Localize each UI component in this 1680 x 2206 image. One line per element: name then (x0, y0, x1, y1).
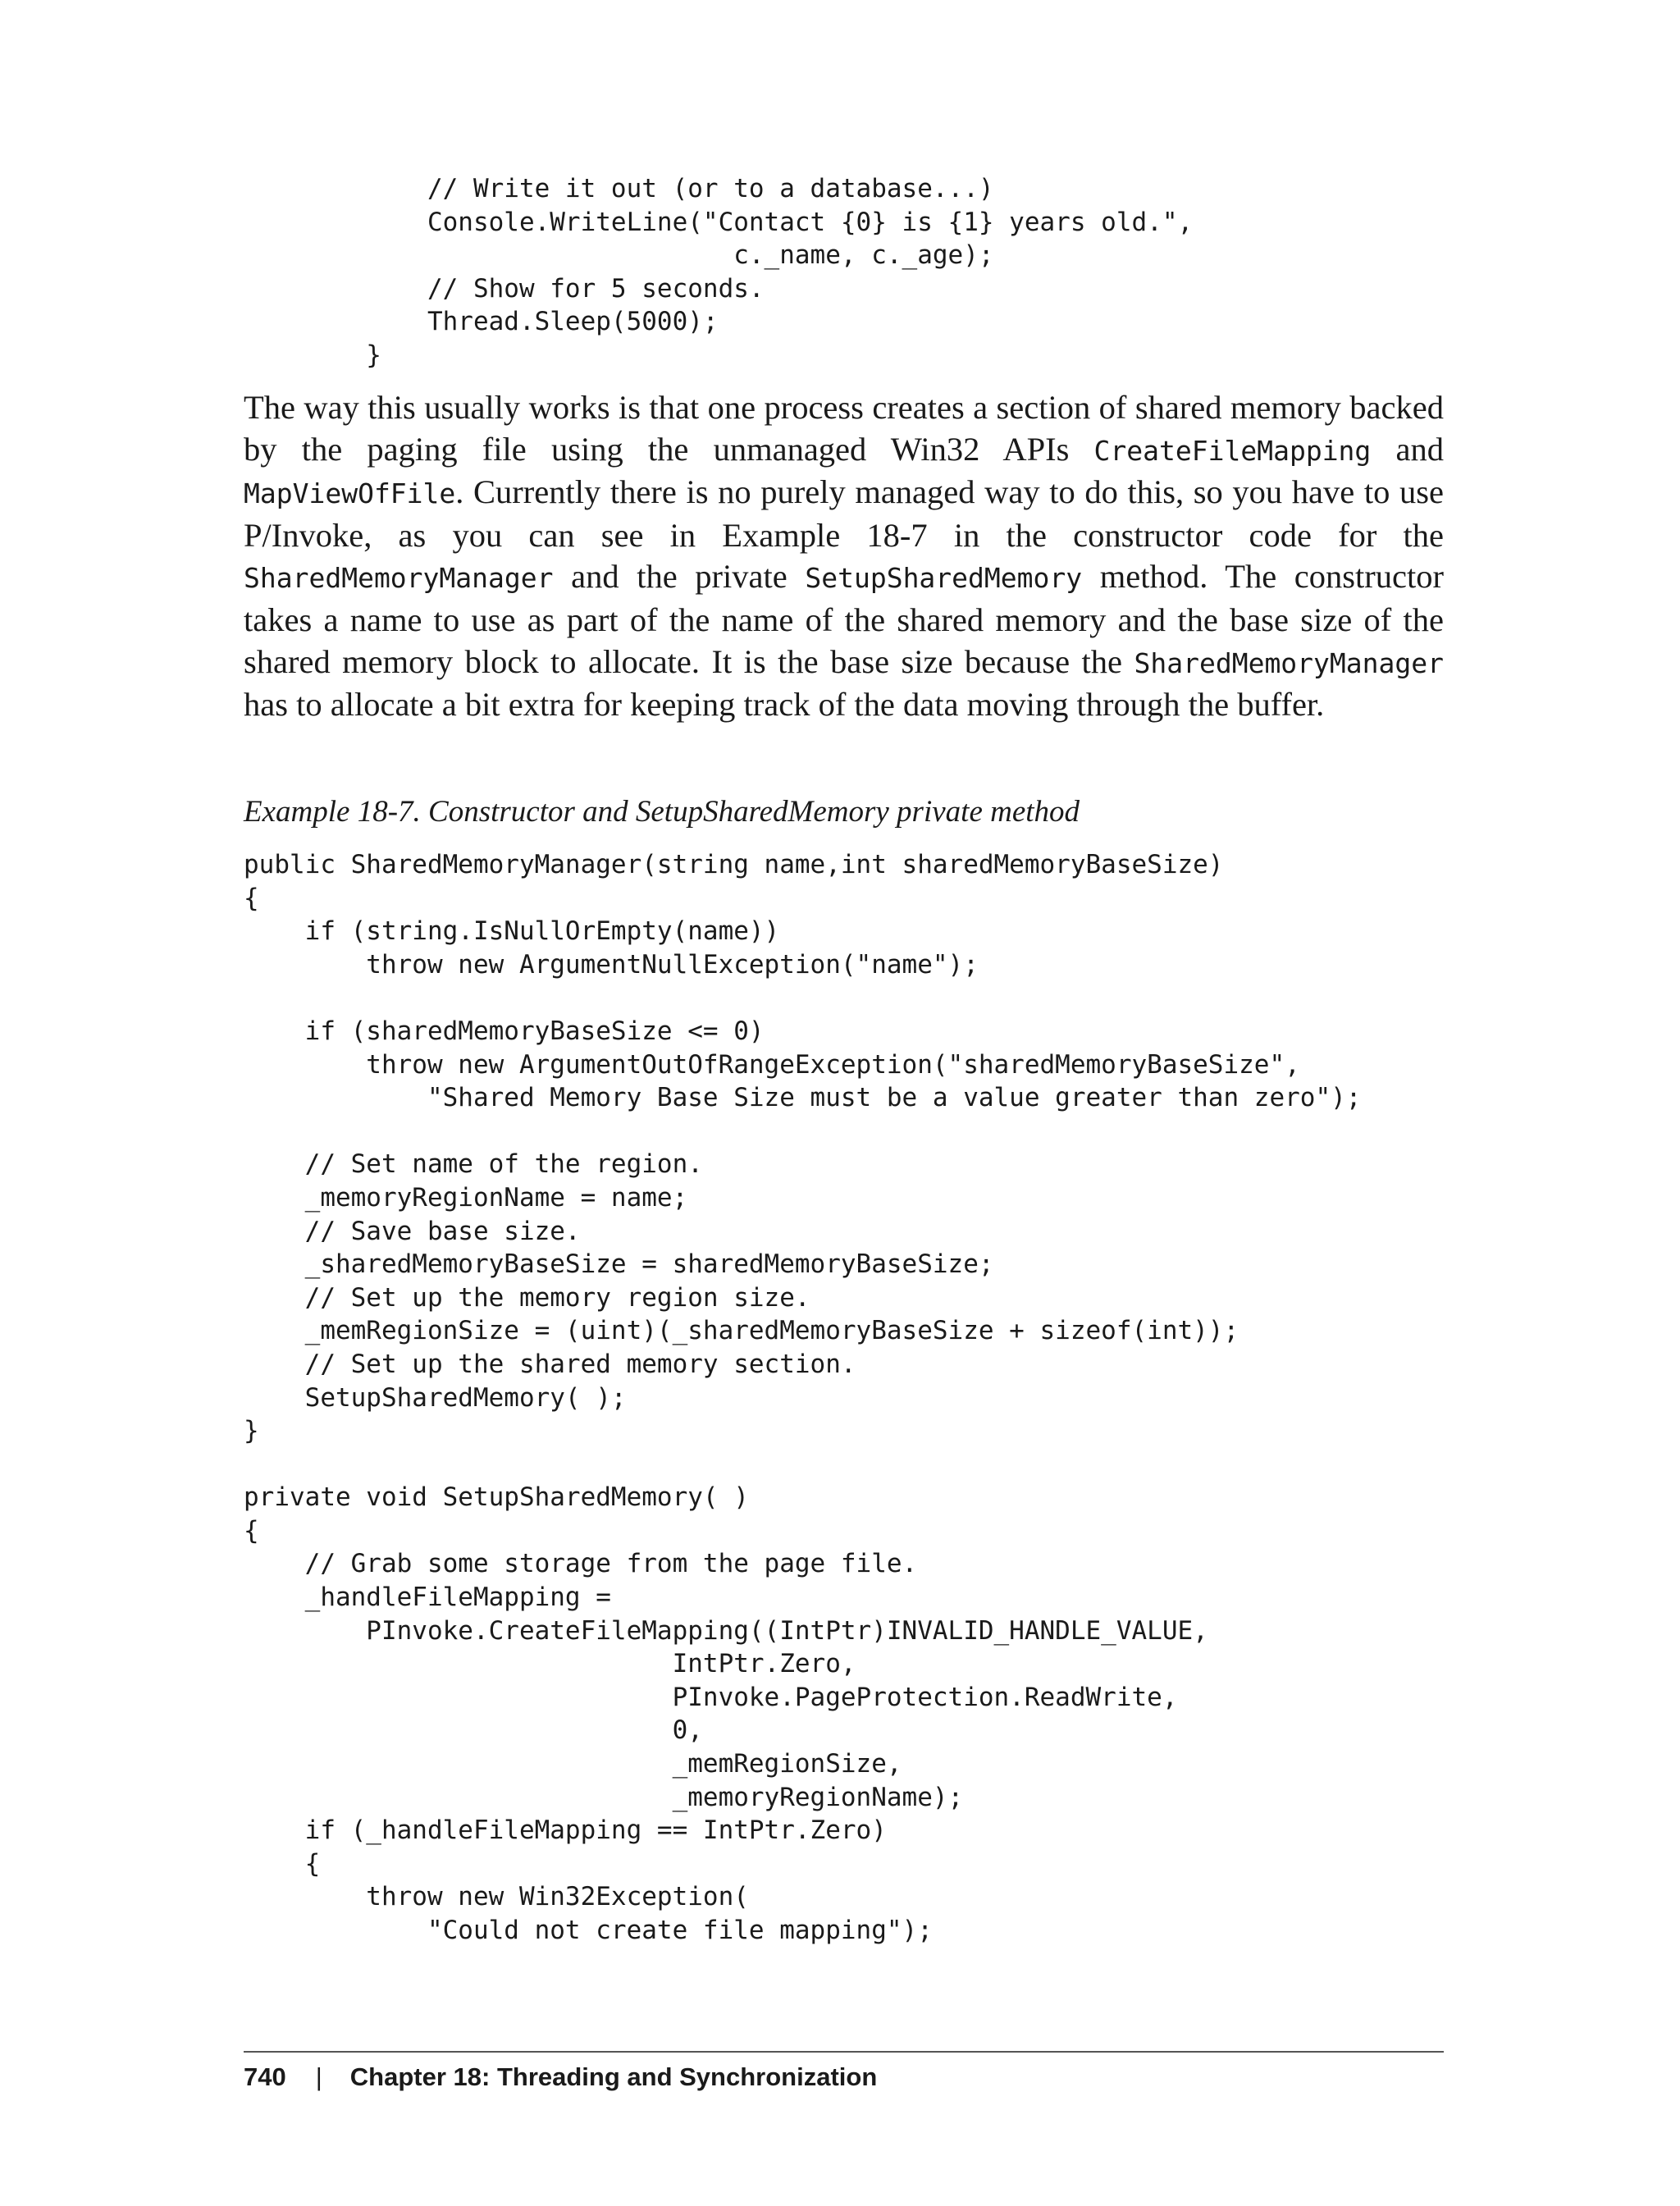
body-text: method. The constructor takes a name to use as part of the name of the shared memory and the base size of the shared memory block to allocate. It is the base size because the (244, 558, 1444, 680)
body-text: and the private (553, 558, 806, 596)
body-paragraph (244, 387, 1444, 726)
inline-code: SharedMemoryManager (1134, 646, 1444, 679)
body-text: . Currently there is no purely managed way to do this, so you have to use P/Invoke, as you can see in Example 18-7 in the constructor code for the (244, 473, 1444, 554)
body-text: and (1371, 430, 1444, 468)
page-number: 740 (244, 2062, 286, 2091)
inline-code: SetupSharedMemory (805, 562, 1083, 595)
inline-code: SharedMemoryManager (244, 562, 554, 595)
example-caption: Example 18-7. Constructor and SetupSharedMemory private method (244, 795, 1080, 829)
body-text: The way this usually works is that one process creates a section of shared memory backed by the paging file using the unmanaged Win32 APIs (244, 389, 1444, 468)
inline-code: CreateFileMapping (1093, 434, 1372, 467)
inline-code: MapViewOfFile (244, 477, 456, 510)
footer-separator: | (315, 2062, 322, 2091)
page-footer (244, 2061, 877, 2094)
footer-divider (244, 2051, 1444, 2053)
chapter-title: Chapter 18: Threading and Synchronization (349, 2062, 878, 2091)
code-listing-continued: // Write it out (or to a database...) Console.WriteLine("Contact {0} is {1} years old.", c._name, c._age); // Show for 5 seconds. Thread.Sleep(5000); } (366, 174, 1194, 370)
body-text: has to allocate a bit extra for keeping track of the data moving through the buffer. (244, 686, 1325, 724)
code-listing-example: public SharedMemoryManager(string name,int sharedMemoryBaseSize) { if (string.IsNullOrEmpty(name)) throw new ArgumentNullException("name"); if (sharedMemoryBaseSize <= 0) throw new ArgumentOutOfRangeException("sharedMemoryBaseSize", "Shared Memory Base Size must be a value greater than zero"); // Set name of the region. _memoryRegionName = name; // Save base size. _sharedMemoryBaseSize = sharedMemoryBaseSize; // Set up the memory region size. _memRegionSize = (uint)(_sharedMemoryBaseSize + sizeof(int)); // Set up the shared memory section. SetupSharedMemory( ); } private void SetupSharedMemory( ) { // Grab some storage from the page file. _handleFileMapping = PInvoke.CreateFileMapping((IntPtr)INVALID_HANDLE_VALUE, IntPtr.Zero, PInvoke.PageProtection.ReadWrite, 0, _memRegionSize, _memoryRegionName); if (_handleFileMapping == IntPtr.Zero) { throw new Win32Exception( "Could not create file mapping"); (244, 850, 1362, 1945)
